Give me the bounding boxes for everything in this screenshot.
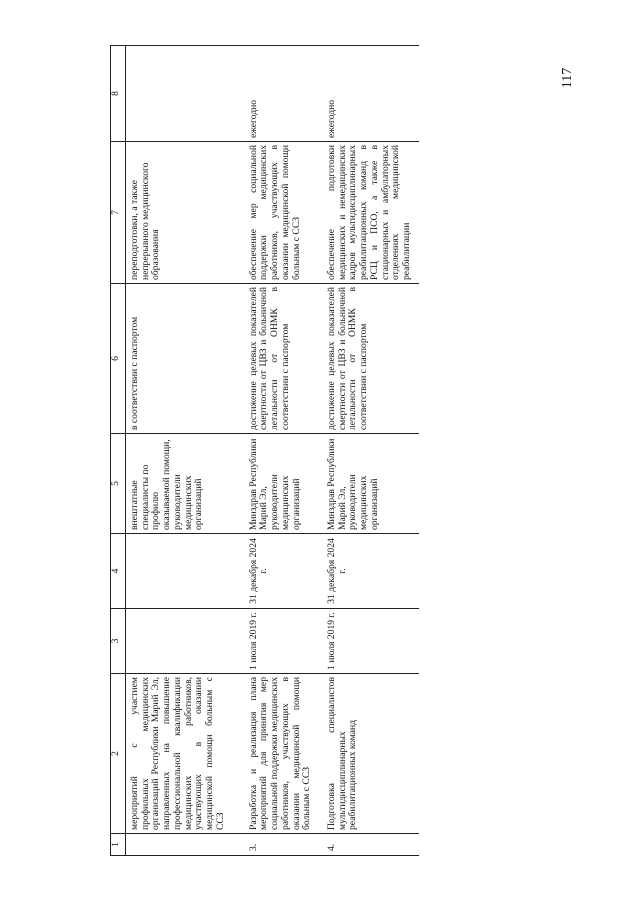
column-number: 2 bbox=[111, 674, 126, 834]
column-number: 8 bbox=[111, 46, 126, 142]
responsible-cell: Минздрав Республики Марий Эл, руководители медицинских организаций bbox=[241, 434, 323, 534]
responsible-cell: Минздрав Республики Марий Эл, руководители медицинских организаций bbox=[323, 434, 419, 534]
activity-cell: Разработка и реализация плана мероприятий для принятия мер социальной поддержки медицинских работников, участвующих в оказании медицинской помощи больным с ССЗ bbox=[241, 674, 323, 834]
table-row bbox=[323, 46, 419, 856]
start-date-cell: 1 июля 2019 г. bbox=[323, 609, 419, 674]
row-number: 3. bbox=[241, 834, 323, 856]
end-date-cell bbox=[126, 534, 241, 609]
end-date-cell: 31 декабря 2024 г. bbox=[323, 534, 419, 609]
row-number: 4. bbox=[323, 834, 419, 856]
start-date-cell: 1 июля 2019 г. bbox=[241, 609, 323, 674]
target-cell: достижение целевых показателей смертности от ЦВЗ и больничной летальности от ОНМК в соответствии с паспортом bbox=[241, 284, 323, 434]
activity-cell: мероприятий с участием профильных медицинских организаций Республики Марий Эл, направленных на повышение профессиональной квалификации медицинских работников, участвующих в оказании медицинской помощи больным с ССЗ bbox=[126, 674, 241, 834]
column-number: 5 bbox=[111, 434, 126, 534]
activity-cell: Подготовка специалистов мультидисциплинарных реабилитационных команд bbox=[323, 674, 419, 834]
frequency-cell: ежегодно bbox=[241, 46, 323, 142]
column-number: 1 bbox=[111, 834, 126, 856]
column-number: 3 bbox=[111, 609, 126, 674]
result-cell: переподготовки, а также непрерывного медицинского образования bbox=[126, 142, 241, 284]
target-cell: достижение целевых показателей смертности от ЦВЗ и больничной летальности от ОНМК в соответствии с паспортом bbox=[323, 284, 419, 434]
end-date-cell: 31 декабря 2024 г. bbox=[241, 534, 323, 609]
column-number: 6 bbox=[111, 284, 126, 434]
column-number: 7 bbox=[111, 142, 126, 284]
column-number-header bbox=[111, 46, 126, 856]
frequency-cell bbox=[126, 46, 241, 142]
target-cell: в соответствии с паспортом bbox=[126, 284, 241, 434]
page-number bbox=[557, 58, 579, 98]
result-cell: обеспечение подготовки медицинских и немедицинских кадров мультидисциплинарных реабилитационных команд в РСЦ и ПСО, а также в стационарных и амбулаторных отделениях медицинской реабилитации bbox=[323, 142, 419, 284]
row-number bbox=[126, 834, 241, 856]
start-date-cell bbox=[126, 609, 241, 674]
column-number: 4 bbox=[111, 534, 126, 609]
page-number-text: 117 bbox=[560, 67, 575, 89]
responsible-cell: внештатные специалисты по профилю оказываемой помощи, руководители медицинских организаций bbox=[126, 434, 241, 534]
measures-table bbox=[110, 45, 419, 856]
table-row bbox=[241, 46, 323, 856]
table-row bbox=[126, 46, 241, 856]
frequency-cell: ежегодно bbox=[323, 46, 419, 142]
result-cell: обеспечение мер социальной поддержки медицинских работников, участвующих в оказании медицинской помощи больным с ССЗ bbox=[241, 142, 323, 284]
rotated-table-page bbox=[110, 46, 525, 856]
